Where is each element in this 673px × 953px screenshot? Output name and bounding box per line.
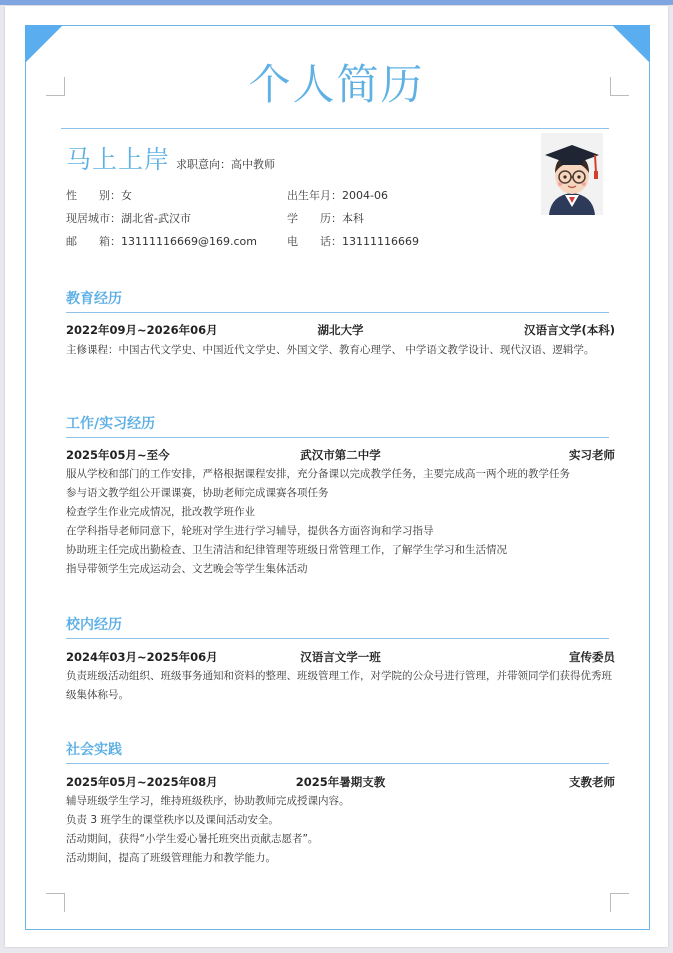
- campus-date: 2024年03月~2025年06月: [66, 650, 218, 664]
- title-divider: [61, 128, 609, 129]
- birth-value: 2004-06: [342, 189, 388, 202]
- education-description: 主修课程：中国古代文学史、中国近代文学史、外国文学、教育心理学、 中学语文教学设计、现代汉语、逻辑学。: [66, 344, 595, 356]
- city-value: 湖北省-武汉市: [121, 212, 191, 225]
- corner-mark: [610, 893, 629, 912]
- work-header-row: [66, 447, 615, 463]
- work-line: 服从学校和部门的工作安排，严格根据课程安排，充分备课以完成教学任务，主要完成高一两个班的教学任务: [66, 468, 570, 480]
- social-description: [66, 792, 615, 868]
- phone-value: 13111116669: [342, 235, 419, 248]
- section-divider: [66, 312, 609, 313]
- corner-mark: [46, 893, 65, 912]
- work-description: [66, 465, 615, 579]
- info-city: [66, 210, 191, 226]
- candidate-name: 马上上岸: [66, 145, 171, 174]
- campus-role: 宣传委员: [569, 650, 615, 664]
- education-label: 学 历：: [287, 212, 342, 225]
- work-date: 2025年05月~至今: [66, 448, 170, 462]
- job-objective: [176, 156, 275, 172]
- social-line: 活动期间，获得“小学生爱心暑托班突出贡献志愿者”。: [66, 833, 319, 845]
- section-title-work: 工作/实习经历: [66, 416, 156, 432]
- education-date: 2022年09月~2026年06月: [66, 323, 218, 337]
- top-strip: [0, 0, 673, 5]
- work-line: 在学科指导老师同意下，轮班对学生进行学习辅导，提供各方面咨询和学习指导: [66, 525, 434, 537]
- education-school: 湖北大学: [317, 323, 364, 337]
- section-divider: [66, 638, 609, 639]
- gender-value: 女: [121, 189, 132, 202]
- objective-label: 求职意向：: [176, 158, 232, 171]
- education-major: 汉语言文学(本科): [523, 323, 615, 337]
- gender-label: 性 别：: [66, 189, 121, 202]
- work-line: 协助班主任完成出勤检查、卫生清洁和纪律管理等班级日常管理工作，了解学生学习和生活情况: [66, 544, 507, 556]
- phone-label: 电 话：: [287, 235, 342, 248]
- social-date: 2025年05月~2025年08月: [66, 775, 218, 789]
- section-title-social: 社会实践: [66, 742, 122, 758]
- birth-label: 出生年月：: [287, 189, 342, 202]
- social-line: 负责 3 班学生的课堂秩序以及课间活动安全。: [66, 814, 279, 826]
- avatar: [541, 133, 603, 215]
- section-divider: [66, 763, 609, 764]
- section-title-campus: 校内经历: [66, 617, 122, 633]
- section-title-education: 教育经历: [66, 291, 122, 307]
- education-value: 本科: [342, 212, 364, 225]
- corner-decoration-left: [25, 25, 63, 63]
- section-divider: [66, 437, 609, 438]
- campus-description: 负责班级活动组织、班级事务通知和资料的整理、班级管理工作，对学院的公众号进行管理，并带领同学们获得优秀班级集体称号。: [66, 670, 612, 701]
- email-label: 邮 箱：: [66, 235, 121, 248]
- social-line: 活动期间，提高了班级管理能力和教学能力。: [66, 852, 276, 864]
- graduate-avatar-icon: [541, 133, 603, 215]
- info-phone: [287, 233, 419, 249]
- city-label: 现居城市：: [66, 212, 121, 225]
- social-header-row: [66, 774, 615, 790]
- resume-page: [5, 6, 668, 947]
- info-birth: [287, 187, 388, 203]
- campus-organization: 汉语言文学一班: [300, 650, 381, 664]
- email-value: 13111116669@169.com: [121, 235, 257, 248]
- work-role: 实习老师: [569, 448, 615, 462]
- work-line: 检查学生作业完成情况，批改教学班作业: [66, 506, 255, 518]
- info-email: [66, 233, 257, 249]
- education-header-row: [66, 322, 615, 338]
- campus-header-row: [66, 649, 615, 665]
- name-row: [66, 140, 275, 176]
- work-line: 指导带领学生完成运动会、文艺晚会等学生集体活动: [66, 563, 308, 575]
- corner-decoration-right: [612, 25, 650, 63]
- work-organization: 武汉市第二中学: [300, 448, 381, 462]
- resume-title: 个人简历: [248, 60, 425, 109]
- work-line: 参与语文教学组公开课课赛，协助老师完成课赛各项任务: [66, 487, 329, 499]
- social-role: 支教老师: [569, 775, 615, 789]
- info-education: [287, 210, 364, 226]
- objective-value: 高中教师: [231, 158, 276, 171]
- social-line: 辅导班级学生学习，维持班级秩序，协助教师完成授课内容。: [66, 795, 350, 807]
- social-organization: 2025年暑期支教: [295, 775, 386, 789]
- info-gender: [66, 187, 132, 203]
